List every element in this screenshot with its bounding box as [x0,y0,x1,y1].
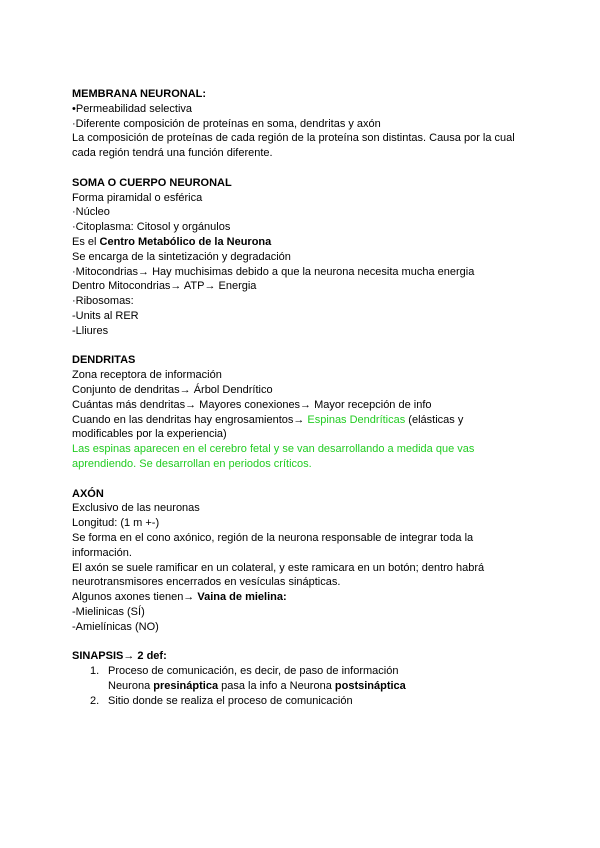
document-body [72,87,532,708]
text-line: Dentro Mitocondrias→ ATP→ Energia [72,280,257,293]
text-line: -Mielinicas (SÍ) [72,605,145,618]
text-line: neurotransmisores encerrados en vesículas sinápticas. [72,576,341,589]
text-line: ·Ribosomas: [72,295,134,308]
list-item-text: Proceso de comunicación, es decir, de paso de información [108,665,399,678]
text-line: Forma piramidal o esférica [72,191,203,204]
text-line: Se encarga de la sintetización y degradación [72,250,291,263]
heading-dendritas: DENDRITAS [72,354,136,367]
text-line: La composición de proteínas de cada región de la proteína son distintas. Causa por la cual [72,132,515,145]
text-line: -Lliures [72,324,109,337]
text-run: (elásticas y [405,413,464,426]
text-line: •Permeabilidad selectiva [72,102,193,115]
heading-sinapsis: SINAPSIS→ 2 def: [72,650,167,663]
text-line: cada región tendrá una función diferente. [72,147,273,160]
text-line: El axón se suele ramificar en un colateral, y este ramicara en un botón; dentro habrá [72,561,485,574]
bold-text: presináptica [153,679,219,692]
text-line [72,590,532,605]
section-axon [72,487,532,635]
text-line: ·Mitocondrias→ Hay muchisimas debido a que la neurona necesita mucha energia [72,265,475,278]
text-line: Exclusivo de las neuronas [72,502,200,515]
text-line: Se forma en el cono axónico, región de la neurona responsable de integrar toda la [72,531,474,544]
text-line: ·Diferente composición de proteínas en soma, dendritas y axón [72,117,381,130]
spacer [72,472,532,487]
text-line: -Units al RER [72,309,139,322]
section-soma [72,176,532,339]
highlight-line: Las espinas aparecen en el cerebro fetal y se van desarrollando a medida que vas [72,443,475,456]
list-item [72,694,532,709]
text-line: Conjunto de dendritas→ Árbol Dendrítico [72,383,273,396]
bold-text: Vaina de mielina: [197,591,287,604]
text-run: Cuando en las dendritas hay engrosamientos→ [72,413,308,426]
text-line: ·Núcleo [72,206,110,219]
list-number: 2. [90,694,100,707]
bold-text: postsináptica [334,679,406,692]
spacer [72,634,532,649]
highlight-line: aprendiendo. Se desarrollan en periodos críticos. [72,457,312,470]
heading-soma: SOMA O CUERPO NEURONAL [72,176,232,189]
text-line: modificables por la experiencia) [72,428,227,441]
list-item-continuation [72,679,532,694]
text-line: información. [72,546,132,559]
text-run: Algunos axones tienen→ [72,591,198,604]
text-line: ·Citoplasma: Citosol y orgánulos [72,221,231,234]
text-line: -Amielínicas (NO) [72,620,159,633]
text-line: Longitud: (1 m +-) [72,517,160,530]
list-number: 1. [90,665,100,678]
text-line: Zona receptora de información [72,369,222,382]
section-membrana-neuronal [72,87,532,161]
text-run: Neurona [108,679,154,692]
section-dendritas [72,353,532,471]
text-run: pasa la info a Neurona [218,679,335,692]
list-item [72,664,532,679]
text-line [72,235,532,250]
list-item-text: Sitio donde se realiza el proceso de comunicación [108,694,353,707]
spacer [72,339,532,354]
text-line: Cuántas más dendritas→ Mayores conexiones→ Mayor recepción de info [72,398,432,411]
heading-axon: AXÓN [72,487,104,500]
text-run: Es el [72,235,100,248]
text-line [72,413,532,428]
bold-text: Centro Metabólico de la Neurona [99,235,272,248]
heading-membrana-neuronal: MEMBRANA NEURONAL: [72,88,207,100]
numbered-list [72,664,532,708]
spacer [72,161,532,176]
highlight-text: Espinas Dendríticas [307,413,406,426]
section-sinapsis [72,649,532,708]
